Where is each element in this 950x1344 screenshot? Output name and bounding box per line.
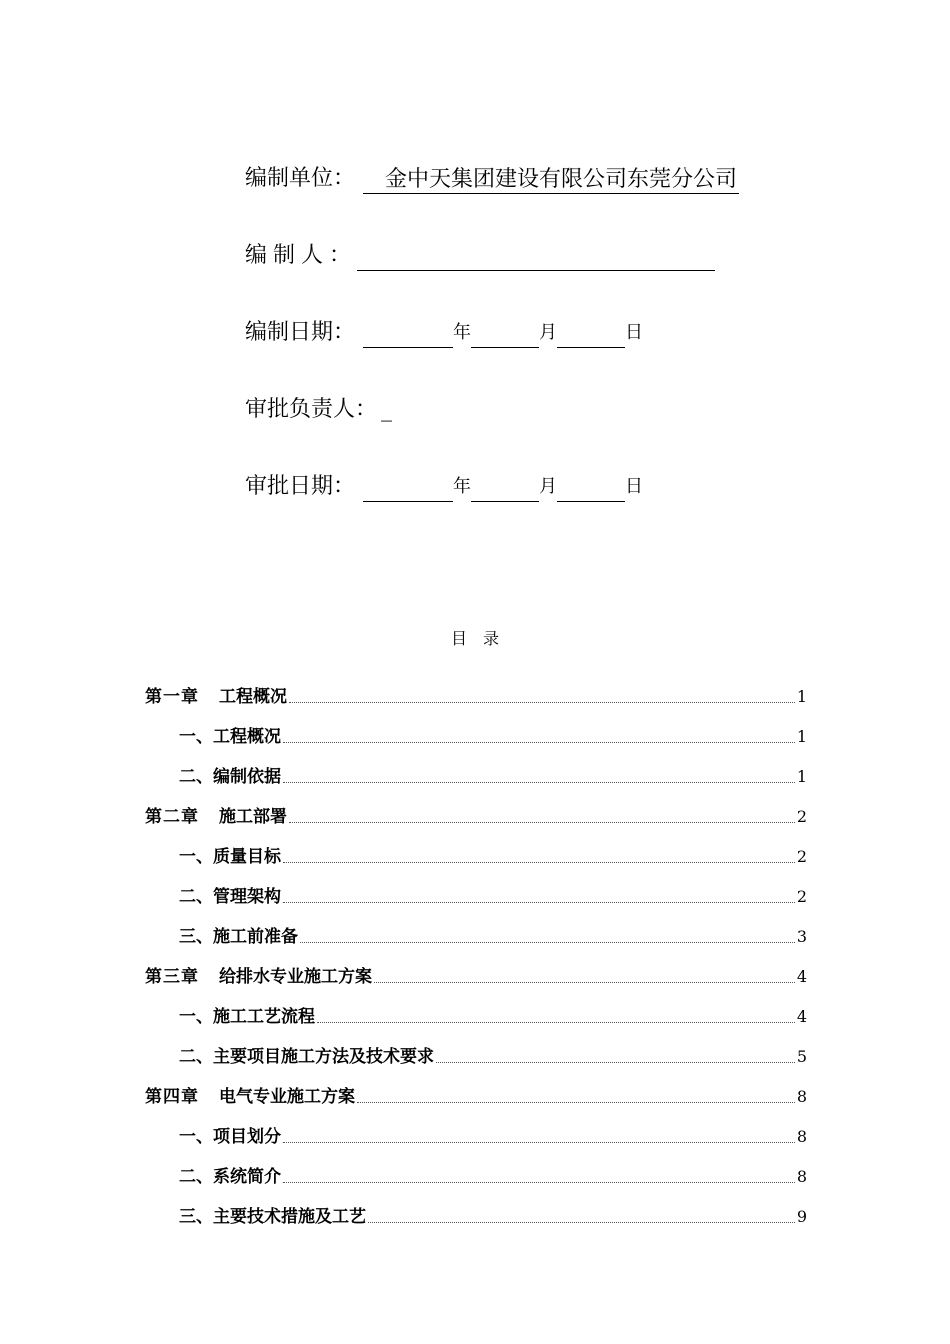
compiling-unit-label: 编制单位： [245, 166, 356, 191]
toc-leader-dots [317, 1022, 795, 1023]
toc-page-number: 3 [796, 927, 807, 946]
toc-entry[interactable] [145, 1190, 807, 1230]
toc-leader-dots [283, 782, 795, 783]
toc-page-number: 8 [796, 1087, 807, 1106]
toc-entry-text: 二、主要项目施工方法及技术要求 [179, 1047, 434, 1067]
compile-date-month-blank [471, 323, 539, 348]
toc-chapter-number: 第四章 [145, 1087, 199, 1107]
compile-date-day-char: 日 [625, 322, 644, 343]
toc-leader-dots [283, 742, 795, 743]
compiling-unit-field [245, 164, 739, 194]
approve-date-field [245, 472, 643, 502]
compile-date-field [245, 318, 643, 348]
toc-page-number: 2 [796, 847, 807, 866]
toc-entry-text: 电气专业施工方案 [219, 1087, 355, 1107]
author-blank [357, 246, 715, 271]
toc-entry[interactable] [145, 790, 807, 830]
toc-list [145, 670, 807, 1230]
approve-date-year-blank [363, 477, 453, 502]
toc-entry[interactable] [145, 950, 807, 990]
toc-page-number: 9 [796, 1207, 807, 1226]
toc-entry[interactable] [145, 710, 807, 750]
toc-entry[interactable] [145, 1030, 807, 1070]
toc-entry[interactable] [145, 1150, 807, 1190]
toc-entry[interactable] [145, 990, 807, 1030]
approver-field [245, 395, 392, 425]
toc-entry[interactable] [145, 750, 807, 790]
toc-entry[interactable] [145, 1110, 807, 1150]
toc-leader-dots [436, 1062, 795, 1063]
toc-leader-dots [357, 1102, 795, 1103]
toc-chapter-number: 第三章 [145, 967, 199, 987]
toc-entry-text: 二、编制依据 [179, 767, 281, 787]
toc-leader-dots [289, 822, 795, 823]
toc-page-number: 5 [796, 1047, 807, 1066]
approve-date-year-char: 年 [453, 476, 472, 497]
toc-page-number: 1 [796, 727, 807, 746]
approve-date-label: 审批日期： [245, 474, 356, 499]
compile-date-day-blank [557, 323, 625, 348]
compile-date-month-char: 月 [539, 322, 558, 343]
author-field [245, 241, 715, 271]
toc-page-number: 4 [796, 967, 807, 986]
toc-page-number: 2 [796, 807, 807, 826]
toc-leader-dots [368, 1222, 795, 1223]
toc-entry-text: 二、系统简介 [179, 1167, 281, 1187]
toc-title: 目录 [450, 629, 515, 648]
toc-leader-dots [289, 702, 795, 703]
compiling-unit-value: 金中天集团建设有限公司东莞分公司 [363, 167, 739, 194]
toc-leader-dots [283, 862, 795, 863]
compile-date-year-blank [363, 323, 453, 348]
approve-date-month-char: 月 [539, 476, 558, 497]
toc-entry[interactable] [145, 670, 807, 710]
toc-entry-text: 二、管理架构 [179, 887, 281, 907]
approve-date-day-char: 日 [625, 476, 644, 497]
toc-entry[interactable] [145, 1070, 807, 1110]
toc-entry-text: 一、项目划分 [179, 1127, 281, 1147]
toc-entry-text: 一、质量目标 [179, 847, 281, 867]
author-label: 编制人： [245, 243, 358, 268]
toc-leader-dots [374, 982, 795, 983]
approver-trailing: _ [381, 397, 393, 422]
toc-leader-dots [283, 902, 795, 903]
toc-entry[interactable] [145, 870, 807, 910]
toc-page-number: 4 [796, 1007, 807, 1026]
toc-entry-text: 施工部署 [219, 807, 287, 827]
toc-entry-text: 三、施工前准备 [179, 927, 298, 947]
toc-page-number: 8 [796, 1167, 807, 1186]
compile-date-year-char: 年 [453, 322, 472, 343]
compile-date-label: 编制日期： [245, 320, 356, 345]
toc-chapter-number: 第一章 [145, 687, 199, 707]
toc-entry[interactable] [145, 830, 807, 870]
toc-entry-text: 一、施工工艺流程 [179, 1007, 315, 1027]
toc-entry[interactable] [145, 910, 807, 950]
toc-entry-text: 工程概况 [219, 687, 287, 707]
toc-leader-dots [283, 1182, 795, 1183]
toc-leader-dots [283, 1142, 795, 1143]
toc-entry-text: 一、工程概况 [179, 727, 281, 747]
approve-date-day-blank [557, 477, 625, 502]
toc-page-number: 1 [796, 767, 807, 786]
toc-page-number: 2 [796, 887, 807, 906]
approve-date-month-blank [471, 477, 539, 502]
toc-chapter-number: 第二章 [145, 807, 199, 827]
toc-page-number: 8 [796, 1127, 807, 1146]
toc-entry-text: 给排水专业施工方案 [219, 967, 372, 987]
toc-leader-dots [300, 942, 795, 943]
toc-entry-text: 三、主要技术措施及工艺 [179, 1207, 366, 1227]
approver-label: 审批负责人： [245, 397, 378, 422]
toc-page-number: 1 [796, 687, 807, 706]
